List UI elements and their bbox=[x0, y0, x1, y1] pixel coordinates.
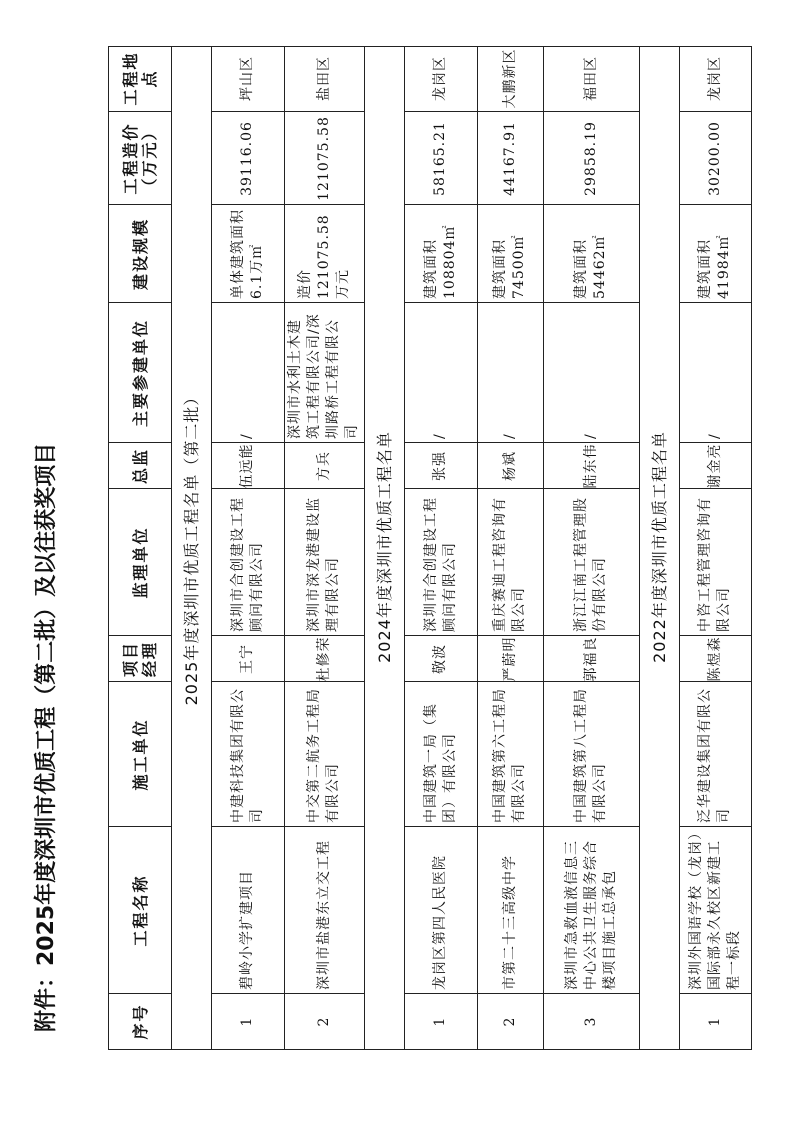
cell-builder: 中国建筑一局（集团）有限公司 bbox=[422, 703, 458, 823]
column-divider bbox=[109, 993, 171, 994]
section-title: 2024年度深圳市优质工程名单 bbox=[374, 431, 394, 663]
cell-cost: 58165.21 bbox=[432, 121, 448, 196]
column-divider bbox=[543, 993, 639, 994]
column-divider bbox=[679, 442, 751, 443]
column-divider bbox=[284, 635, 364, 636]
column-divider bbox=[477, 442, 543, 443]
cell-supervisor-unit: 中咨工程管理咨询有限公司 bbox=[697, 497, 732, 632]
column-divider bbox=[679, 111, 751, 112]
cell-location: 盐田区 bbox=[315, 56, 332, 101]
column-divider bbox=[543, 635, 639, 636]
column-divider bbox=[211, 204, 284, 205]
column-divider bbox=[679, 302, 751, 303]
column-divider bbox=[543, 826, 639, 827]
cell-chief: 方兵 bbox=[315, 451, 332, 481]
cell-cost: 121075.58 bbox=[315, 116, 332, 201]
column-divider bbox=[543, 681, 639, 682]
cell-pm: 王宁 bbox=[239, 644, 255, 674]
section-title: 2025年度深圳市优质工程名单（第二批） bbox=[181, 388, 201, 706]
column-divider bbox=[477, 635, 543, 636]
cell-no: 3 bbox=[582, 1016, 599, 1027]
column-divider bbox=[477, 111, 543, 112]
cell-chief: 张强 bbox=[432, 451, 448, 481]
header-chief: 总监 bbox=[130, 448, 150, 485]
column-divider bbox=[211, 826, 284, 827]
header-partners: 主要参建单位 bbox=[130, 319, 150, 428]
header-cost: 工程造价（万元） bbox=[121, 122, 159, 195]
column-divider bbox=[477, 993, 543, 994]
column-divider bbox=[404, 488, 477, 489]
column-divider bbox=[679, 681, 751, 682]
column-divider bbox=[211, 681, 284, 682]
header-builder: 施工单位 bbox=[130, 718, 150, 791]
column-divider bbox=[284, 681, 364, 682]
header-no: 序号 bbox=[130, 1003, 150, 1040]
cell-pm: 严蔚明 bbox=[501, 636, 518, 682]
cell-cost: 29858.19 bbox=[582, 121, 599, 196]
cell-location: 福田区 bbox=[582, 56, 599, 101]
column-divider bbox=[543, 204, 639, 205]
column-divider bbox=[543, 111, 639, 112]
cell-scale: 建筑面积74500㎡ bbox=[492, 234, 527, 299]
column-divider bbox=[211, 993, 284, 994]
cell-cost: 30200.00 bbox=[706, 121, 723, 196]
cell-no: 1 bbox=[706, 1016, 723, 1027]
awards-table bbox=[108, 46, 752, 1050]
cell-scale: 建筑面积54462㎡ bbox=[573, 234, 608, 299]
column-divider bbox=[404, 635, 477, 636]
cell-builder: 中交第二航务工程局有限公司 bbox=[306, 688, 341, 823]
column-divider bbox=[109, 488, 171, 489]
cell-pm: 郭福良 bbox=[582, 636, 599, 682]
cell-partners: / bbox=[582, 433, 599, 439]
document-title: 附件：2025年度深圳市优质工程（第二批）及以往获奖项目 bbox=[34, 442, 59, 1032]
row-divider bbox=[751, 47, 752, 1049]
column-divider bbox=[211, 635, 284, 636]
cell-pm: 敬波 bbox=[432, 644, 448, 674]
column-divider bbox=[477, 302, 543, 303]
column-divider bbox=[477, 204, 543, 205]
cell-no: 1 bbox=[432, 1016, 448, 1027]
cell-partners: / bbox=[239, 433, 255, 439]
cell-name: 深圳外国语学校（龙岗）国际部永久校区新建工程一标段 bbox=[687, 832, 742, 990]
column-divider bbox=[284, 111, 364, 112]
cell-chief: 谢金亮 bbox=[706, 443, 723, 489]
column-divider bbox=[284, 302, 364, 303]
column-divider bbox=[404, 442, 477, 443]
cell-partners: / bbox=[432, 433, 448, 439]
cell-no: 1 bbox=[239, 1016, 255, 1027]
header-location: 工程地点 bbox=[121, 51, 159, 106]
column-divider bbox=[284, 204, 364, 205]
cell-pm: 陈煜森 bbox=[706, 636, 723, 682]
column-divider bbox=[477, 826, 543, 827]
column-divider bbox=[679, 993, 751, 994]
column-divider bbox=[404, 681, 477, 682]
cell-no: 2 bbox=[315, 1016, 332, 1027]
column-divider bbox=[284, 826, 364, 827]
cell-name: 深圳市盐港东立交工程 bbox=[315, 840, 332, 990]
cell-chief: 杨斌 bbox=[501, 451, 518, 481]
cell-chief: 陆东伟 bbox=[582, 443, 599, 489]
cell-supervisor-unit: 重庆赛迪工程咨询有限公司 bbox=[492, 497, 527, 632]
column-divider bbox=[404, 204, 477, 205]
column-divider bbox=[543, 488, 639, 489]
cell-supervisor-unit: 深圳市深龙港建设监理有限公司 bbox=[306, 497, 341, 632]
cell-pm: 杜修荣 bbox=[315, 636, 332, 682]
cell-builder: 泛华建设集团有限公司 bbox=[697, 688, 732, 823]
column-divider bbox=[404, 826, 477, 827]
cell-partners: 深圳市水利土木建筑工程有限公司/深圳路桥工程有限公司 bbox=[287, 313, 360, 439]
cell-supervisor-unit: 浙江江南工程管理股份有限公司 bbox=[573, 497, 608, 632]
cell-supervisor-unit: 深圳市合创建设工程顾问有限公司 bbox=[422, 497, 458, 632]
cell-scale: 建筑面积108804㎡ bbox=[422, 224, 458, 299]
column-divider bbox=[109, 826, 171, 827]
column-divider bbox=[109, 442, 171, 443]
column-divider bbox=[109, 635, 171, 636]
column-divider bbox=[109, 681, 171, 682]
column-divider bbox=[679, 488, 751, 489]
column-divider bbox=[109, 302, 171, 303]
cell-name: 碧岭小学扩建项目 bbox=[239, 870, 255, 990]
column-divider bbox=[679, 826, 751, 827]
column-divider bbox=[477, 488, 543, 489]
cell-location: 龙岗区 bbox=[706, 56, 723, 101]
cell-no: 2 bbox=[501, 1016, 518, 1027]
cell-scale: 单体建筑面积6.1万㎡ bbox=[229, 209, 265, 299]
column-divider bbox=[404, 993, 477, 994]
cell-name: 市第二十三高级中学 bbox=[501, 855, 518, 990]
cell-scale: 造价121075.58万元 bbox=[296, 214, 351, 299]
column-divider bbox=[679, 204, 751, 205]
column-divider bbox=[211, 488, 284, 489]
cell-cost: 39116.06 bbox=[239, 121, 255, 196]
cell-location: 坪山区 bbox=[239, 56, 255, 101]
cell-name: 龙岗区第四人民医院 bbox=[432, 855, 448, 990]
header-pm: 项目经理 bbox=[121, 641, 159, 678]
header-scale: 建设规模 bbox=[130, 218, 150, 291]
column-divider bbox=[284, 442, 364, 443]
column-divider bbox=[284, 993, 364, 994]
cell-supervisor-unit: 深圳市合创建设工程顾问有限公司 bbox=[229, 497, 265, 632]
section-title: 2022年度深圳市优质工程名单 bbox=[649, 431, 669, 663]
column-divider bbox=[211, 302, 284, 303]
column-divider bbox=[211, 442, 284, 443]
cell-cost: 44167.91 bbox=[501, 121, 518, 196]
column-divider bbox=[543, 302, 639, 303]
column-divider bbox=[679, 635, 751, 636]
column-divider bbox=[211, 111, 284, 112]
column-divider bbox=[404, 302, 477, 303]
cell-location: 龙岗区 bbox=[432, 56, 448, 101]
column-divider bbox=[109, 111, 171, 112]
cell-builder: 中建科技集团有限公司 bbox=[229, 688, 265, 823]
cell-partners: / bbox=[501, 433, 518, 439]
cell-location: 大鹏新区 bbox=[501, 48, 518, 109]
column-divider bbox=[284, 488, 364, 489]
cell-builder: 中国建筑第八工程局有限公司 bbox=[573, 688, 608, 823]
cell-builder: 中国建筑第六工程局有限公司 bbox=[492, 688, 527, 823]
cell-name: 深圳市急救血液信息三中心公共卫生服务综合楼项目施工总承包 bbox=[563, 840, 618, 990]
cell-partners: / bbox=[706, 433, 723, 439]
column-divider bbox=[543, 442, 639, 443]
column-divider bbox=[404, 111, 477, 112]
cell-scale: 建筑面积41984㎡ bbox=[697, 234, 732, 299]
header-name: 工程名称 bbox=[130, 874, 150, 947]
column-divider bbox=[477, 681, 543, 682]
column-divider bbox=[109, 204, 171, 205]
header-supervisor-unit: 监理单位 bbox=[130, 526, 150, 599]
cell-chief: 伍远能 bbox=[239, 443, 255, 489]
